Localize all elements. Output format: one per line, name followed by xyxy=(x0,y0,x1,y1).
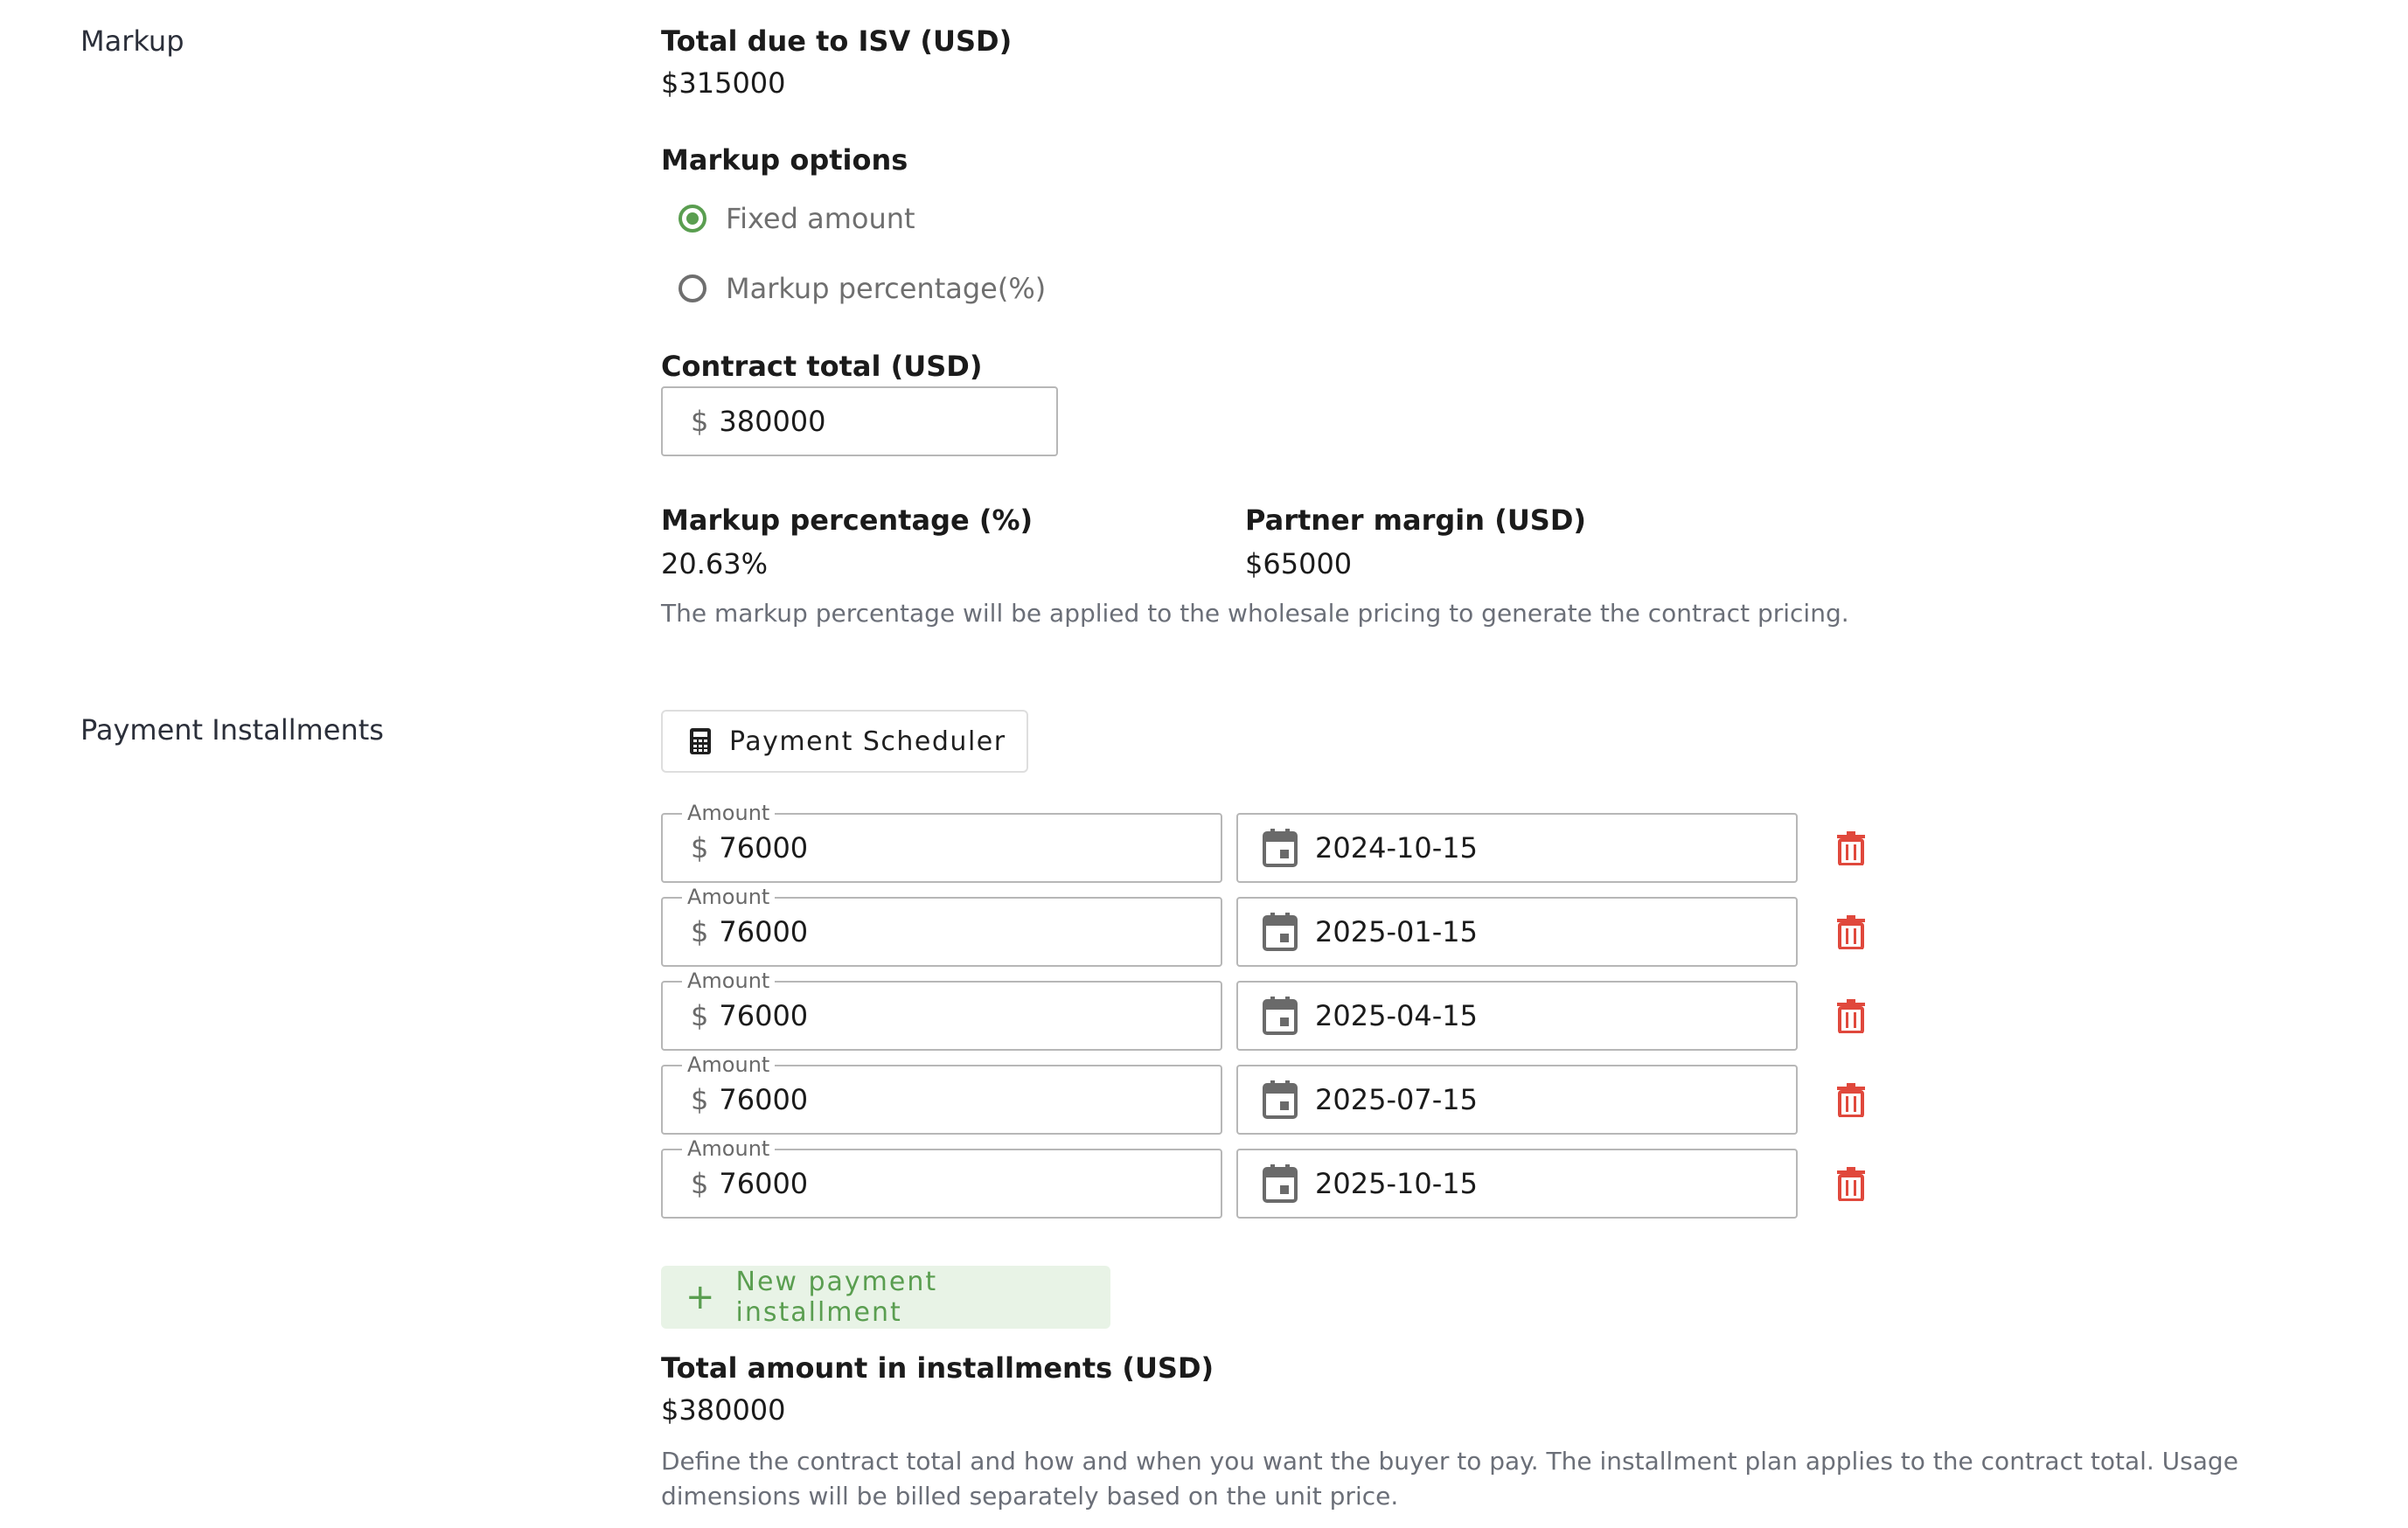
installment-date-field[interactable] xyxy=(1236,1065,1798,1135)
markup-percentage-value: 20.63% xyxy=(661,547,769,580)
section-label-payment-installments: Payment Installments xyxy=(80,713,384,747)
installment-amount-field[interactable] xyxy=(661,885,1222,967)
new-payment-installment-label: New payment installment xyxy=(735,1267,938,1328)
amount-label: Amount xyxy=(682,885,775,909)
currency-prefix: $ xyxy=(691,831,709,865)
installment-amount-value[interactable]: 76000 xyxy=(719,1083,809,1116)
installments-help-text: Define the contract total and how and when you want the buyer to pay. The installment plan applies to the contract total. Usage dimensions will be billed separately based on the unit price. xyxy=(661,1447,2238,1511)
currency-prefix: $ xyxy=(691,915,709,948)
installment-amount-field[interactable] xyxy=(661,801,1222,883)
trash-icon[interactable] xyxy=(1836,998,1866,1033)
installment-amount-field[interactable] xyxy=(661,1136,1222,1219)
installment-amount-field[interactable] xyxy=(661,969,1222,1051)
currency-prefix: $ xyxy=(691,405,709,438)
installment-date-value[interactable]: 2025-01-15 xyxy=(1315,915,1478,948)
contract-total-input[interactable] xyxy=(661,386,1058,456)
installment-date-field[interactable] xyxy=(1236,1149,1798,1219)
markup-help-text: The markup percentage will be applied to the wholesale pricing to generate the contract pricing. xyxy=(661,599,1849,628)
markup-options-title: Markup options xyxy=(661,143,908,177)
installment-date-value[interactable]: 2025-07-15 xyxy=(1315,1083,1478,1116)
trash-icon[interactable] xyxy=(1836,914,1866,949)
section-label-markup: Markup xyxy=(80,24,184,58)
amount-label: Amount xyxy=(682,801,775,825)
calendar-icon[interactable] xyxy=(1263,1164,1298,1203)
trash-icon[interactable] xyxy=(1836,1082,1866,1117)
radio-label-fixed-amount: Fixed amount xyxy=(726,202,915,235)
currency-prefix: $ xyxy=(691,1083,709,1116)
payment-scheduler-button[interactable] xyxy=(661,710,1028,773)
amount-label: Amount xyxy=(682,969,775,993)
installment-amount-value[interactable]: 76000 xyxy=(719,999,809,1032)
installment-amount-value[interactable]: 76000 xyxy=(719,1167,809,1200)
new-payment-installment-button[interactable] xyxy=(661,1266,1110,1329)
calendar-icon[interactable] xyxy=(1263,1080,1298,1119)
radio-option-markup-percentage[interactable] xyxy=(661,273,1046,304)
plus-icon: + xyxy=(686,1277,715,1317)
radio-label-markup-percentage: Markup percentage(%) xyxy=(726,272,1047,305)
radio-button-checked[interactable] xyxy=(679,205,706,233)
trash-icon[interactable] xyxy=(1836,1166,1866,1201)
payment-scheduler-label: Payment Scheduler xyxy=(729,726,1006,757)
markup-percentage-title: Markup percentage (%) xyxy=(661,504,1033,537)
currency-prefix: $ xyxy=(691,999,709,1032)
calendar-icon[interactable] xyxy=(1263,829,1298,867)
total-installments-title: Total amount in installments (USD) xyxy=(661,1351,1214,1385)
installment-date-value[interactable]: 2025-04-15 xyxy=(1315,999,1478,1032)
amount-label: Amount xyxy=(682,1052,775,1077)
installment-date-field[interactable] xyxy=(1236,813,1798,883)
calendar-icon[interactable] xyxy=(1263,997,1298,1035)
installment-date-value[interactable]: 2025-10-15 xyxy=(1315,1167,1478,1200)
total-installments-value: $380000 xyxy=(661,1393,786,1427)
installment-amount-field[interactable] xyxy=(661,1052,1222,1135)
radio-button-unchecked[interactable] xyxy=(679,274,706,302)
calculator-icon xyxy=(689,727,712,755)
installment-date-value[interactable]: 2024-10-15 xyxy=(1315,831,1478,865)
total-due-title: Total due to ISV (USD) xyxy=(661,24,1013,58)
installment-amount-value[interactable]: 76000 xyxy=(719,831,809,865)
calendar-icon[interactable] xyxy=(1263,913,1298,951)
contract-total-value[interactable]: 380000 xyxy=(719,405,826,438)
installment-date-field[interactable] xyxy=(1236,897,1798,967)
total-due-value: $315000 xyxy=(661,66,786,100)
installment-date-field[interactable] xyxy=(1236,981,1798,1051)
currency-prefix: $ xyxy=(691,1167,709,1200)
partner-margin-value: $65000 xyxy=(1245,547,1353,580)
radio-option-fixed-amount[interactable] xyxy=(661,203,915,234)
contract-total-title: Contract total (USD) xyxy=(661,350,983,383)
trash-icon[interactable] xyxy=(1836,830,1866,865)
amount-label: Amount xyxy=(682,1136,775,1161)
installment-amount-value[interactable]: 76000 xyxy=(719,915,809,948)
partner-margin-title: Partner margin (USD) xyxy=(1245,504,1587,537)
